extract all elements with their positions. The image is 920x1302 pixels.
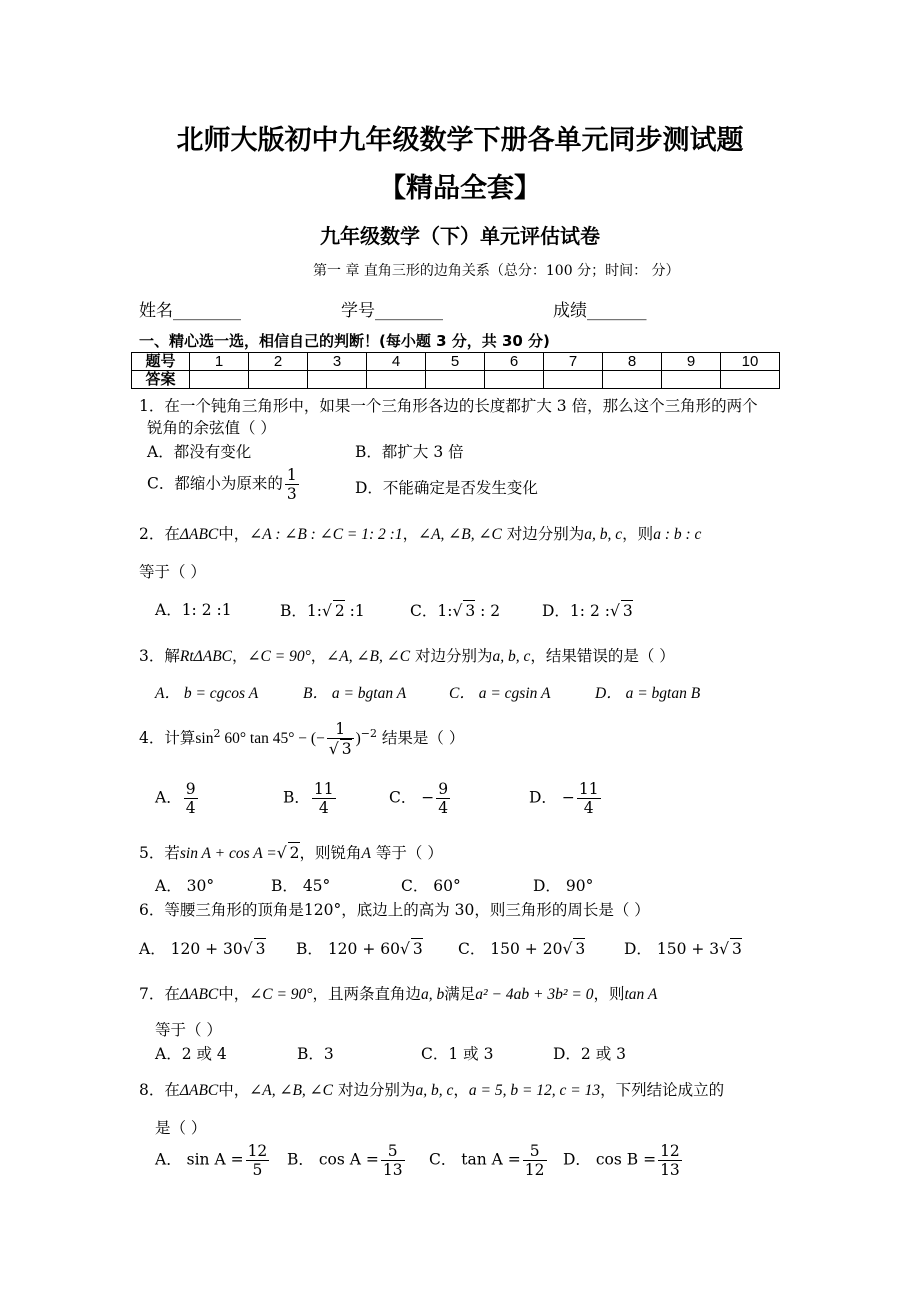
- q3-option-a[interactable]: A． b = cgcos A: [155, 685, 259, 702]
- question-number-row: [132, 353, 780, 371]
- q8-option-a[interactable]: A． sin A = $\frac{12}{5}$: [155, 1142, 268, 1179]
- q3-option-b[interactable]: B． a = bgtan A: [303, 685, 407, 702]
- question-number: 8: [603, 353, 662, 371]
- score-field[interactable]: 成绩_______: [553, 301, 647, 321]
- q2-option-a[interactable]: A．1: 2 :1: [155, 601, 232, 619]
- q6-option-c[interactable]: C． 150 + 20√ 3: [458, 940, 586, 958]
- chapter-line: 第一 章 直角三形的边角关系（总分：100 分；时间： 分）: [313, 263, 680, 279]
- answer-cell[interactable]: [367, 371, 426, 389]
- q2-option-d[interactable]: D．1: 2 :√ 3: [542, 602, 633, 620]
- q4-option-b[interactable]: B． $\frac{11}{4}$: [283, 780, 334, 817]
- q2-stem-cont: 等于（ ）: [139, 563, 206, 581]
- row-label-question-number: 题号: [132, 353, 190, 371]
- q1-option-d[interactable]: D．不能确定是否发生变化: [355, 479, 538, 497]
- question-number: 6: [485, 353, 544, 371]
- q7-option-a[interactable]: A．2 或 4: [155, 1045, 227, 1063]
- question-number: 2: [249, 353, 308, 371]
- document-title-suffix: 【精品全套】: [379, 173, 541, 204]
- q3-option-c[interactable]: C． a = cgsin A: [449, 685, 551, 702]
- answer-cell[interactable]: [190, 371, 249, 389]
- q3-stem: 3．解RtΔABC，∠C = 90°，∠A, ∠B, ∠C 对边分别为a, b, c，结果错误的是（ ）: [139, 647, 675, 665]
- q6-option-d[interactable]: D． 150 + 3√ 3: [624, 940, 742, 958]
- q5-option-d[interactable]: D． 90°: [533, 877, 594, 895]
- answer-cell[interactable]: [544, 371, 603, 389]
- question-number: 1: [190, 353, 249, 371]
- q7-option-b[interactable]: B．3: [297, 1045, 334, 1063]
- q5-option-b[interactable]: B． 45°: [271, 877, 331, 895]
- q6-option-b[interactable]: B． 120 + 60√ 3: [296, 940, 423, 958]
- section-heading: 一、精心选一选，相信自己的判断！(每小题 3 分，共 30 分): [139, 332, 550, 350]
- answer-cell[interactable]: [603, 371, 662, 389]
- q2-option-c[interactable]: C．1:√ 3 : 2: [410, 602, 501, 620]
- q1-option-b[interactable]: B．都扩大 3 倍: [355, 443, 464, 461]
- q1-option-c-text: C．都缩小为原来的: [147, 474, 283, 493]
- answer-cell[interactable]: [249, 371, 308, 389]
- q2-stem: 2．在ΔABC中，∠A : ∠B : ∠C = 1: 2 :1，∠A, ∠B, ∠C 对边分别为a, b, c，则a : b : c: [139, 525, 702, 543]
- q5-option-a[interactable]: A． 30°: [155, 877, 215, 895]
- q4-stem: 4．计算$\sin^2 60^\circ$ tan 45° − (− $\frac{1}{√ 3}$ )$^{-2}$ 结果是（ ）: [139, 720, 465, 758]
- answer-cell[interactable]: [426, 371, 485, 389]
- q5-stem: 5．若sin A + cos A =√ 2，则锐角A 等于（ ）: [139, 844, 443, 862]
- q4-option-a[interactable]: A． $\frac{9}{4}$: [155, 780, 196, 817]
- q7-stem-cont: 等于（ ）: [155, 1021, 222, 1039]
- q5-option-c[interactable]: C． 60°: [401, 877, 461, 895]
- q8-option-d[interactable]: D． cos B = $\frac{12}{13}$: [563, 1142, 680, 1179]
- question-number: 7: [544, 353, 603, 371]
- student-number-field[interactable]: 学号________: [341, 301, 443, 321]
- q7-option-d[interactable]: D．2 或 3: [553, 1045, 627, 1063]
- q1-stem-cont: 锐角的余弦值（ ）: [147, 419, 276, 437]
- q1-option-c[interactable]: [147, 466, 301, 503]
- q1-option-a[interactable]: A．都没有变化: [147, 443, 252, 461]
- question-number: 5: [426, 353, 485, 371]
- q7-option-c[interactable]: C．1 或 3: [421, 1045, 494, 1063]
- q6-stem: 6．等腰三角形的顶角是120°，底边上的高为 30，则三角形的周长是（ ）: [139, 901, 650, 919]
- q4-option-c[interactable]: C． − $\frac{9}{4}$: [389, 780, 449, 817]
- q1-stem: 1．在一个钝角三角形中，如果一个三角形各边的长度都扩大 3 倍，那么这个三角形的两个: [139, 397, 758, 415]
- answer-cell[interactable]: [662, 371, 721, 389]
- question-number: 3: [308, 353, 367, 371]
- answer-cell[interactable]: [485, 371, 544, 389]
- row-label-answer: 答案: [132, 371, 190, 389]
- question-number: 10: [721, 353, 780, 371]
- q3-option-d[interactable]: D． a = bgtan B: [595, 685, 701, 702]
- q8-stem-cont: 是（ ）: [155, 1119, 207, 1137]
- question-number: 4: [367, 353, 426, 371]
- q8-option-c[interactable]: C． tan A = $\frac{5}{12}$: [429, 1142, 545, 1179]
- q2-option-b[interactable]: B．1:√ 2 :1: [280, 602, 365, 620]
- answer-row: [132, 371, 780, 389]
- question-number: 9: [662, 353, 721, 371]
- answer-table: [131, 352, 780, 389]
- answer-cell[interactable]: [308, 371, 367, 389]
- q1-fraction: $\frac{1}{3}$: [286, 466, 297, 503]
- q8-stem: 8．在ΔABC中，∠A, ∠B, ∠C 对边分别为a, b, c，a = 5, b = 12, c = 13，下列结论成立的: [139, 1081, 725, 1099]
- exam-subtitle: 九年级数学（下）单元评估试卷: [320, 224, 600, 248]
- document-title: 北师大版初中九年级数学下册各单元同步测试题: [176, 125, 744, 156]
- name-field[interactable]: 姓名________: [139, 301, 241, 321]
- q4-option-d[interactable]: D． − $\frac{11}{4}$: [529, 780, 599, 817]
- q6-option-a[interactable]: A． 120 + 30√ 3: [139, 940, 266, 958]
- q7-stem: 7．在ΔABC中，∠C = 90°，且两条直角边a, b满足a² − 4ab + 3b² = 0，则tan A: [139, 985, 658, 1003]
- q8-option-b[interactable]: B． cos A = $\frac{5}{13}$: [287, 1142, 403, 1179]
- answer-cell[interactable]: [721, 371, 780, 389]
